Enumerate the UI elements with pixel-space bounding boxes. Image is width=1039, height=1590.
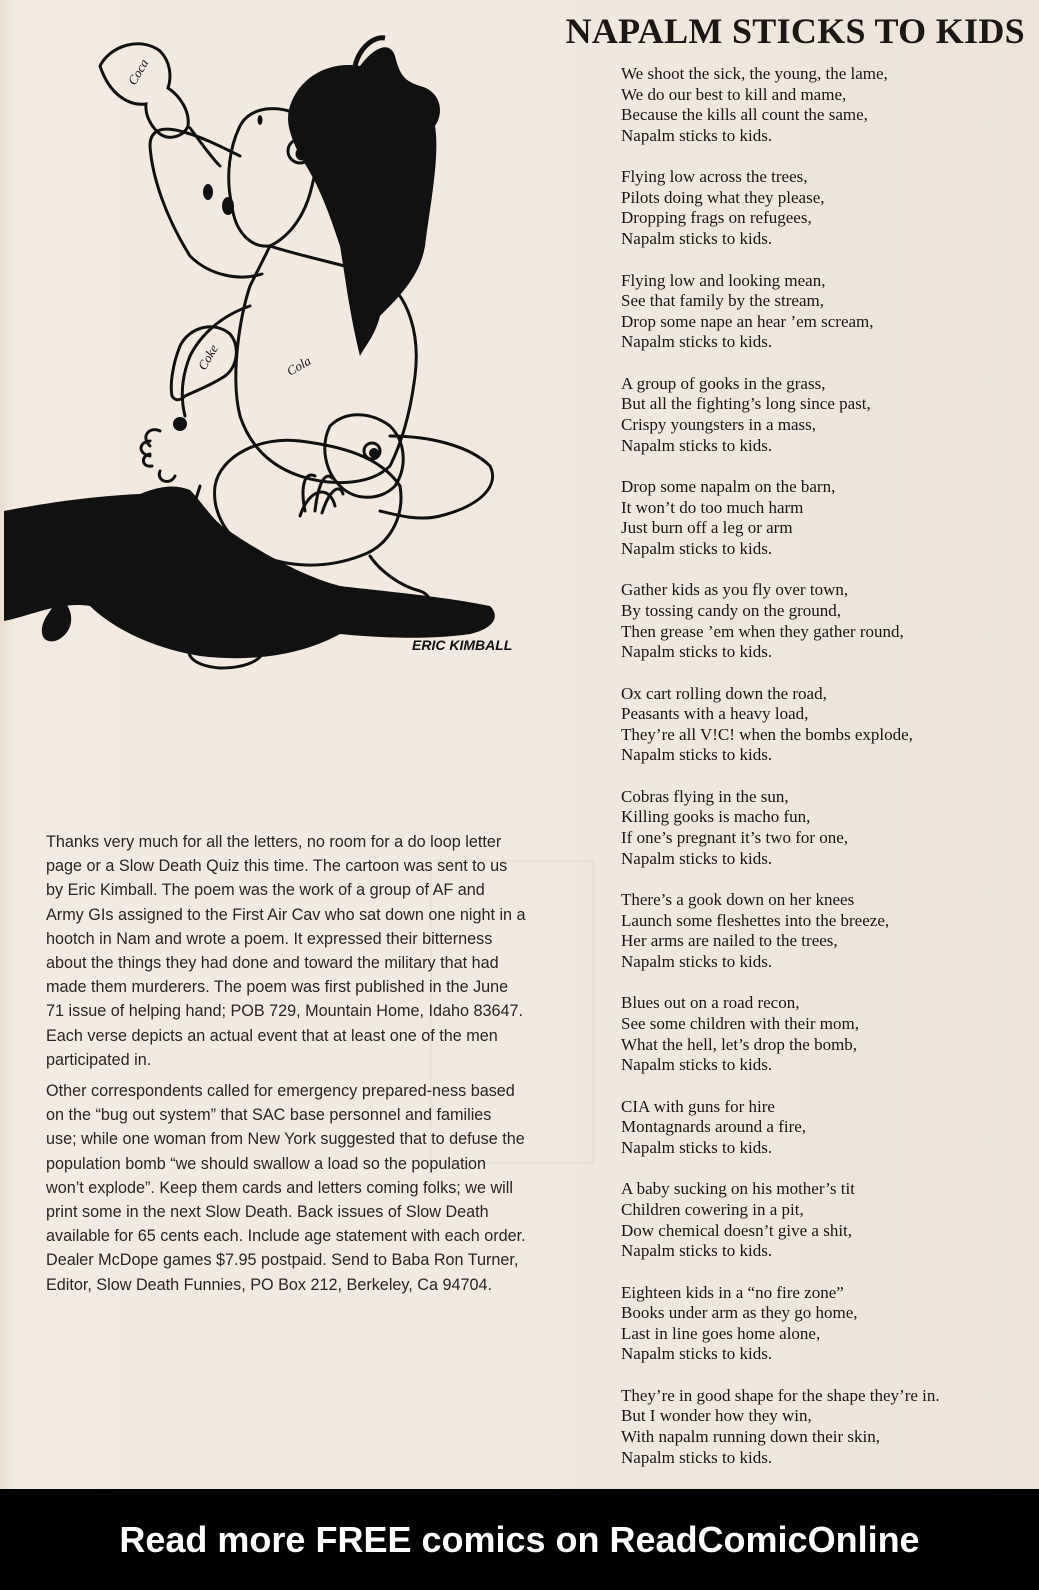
raised-bottle bbox=[100, 44, 188, 137]
poem-line: We do our best to kill and mame, bbox=[621, 84, 847, 104]
poem-line: Cobras flying in the sun, bbox=[621, 786, 789, 806]
bottle-label-coca: Coca bbox=[124, 56, 152, 88]
poem-line: Crispy youngsters in a mass, bbox=[621, 414, 817, 434]
poem-line: See some children with their mom, bbox=[621, 1013, 859, 1033]
poem-line: Gather kids as you fly over town, bbox=[621, 580, 849, 600]
poem-line: Drop some napalm on the barn, bbox=[621, 477, 836, 497]
poem-line: Because the kills all count the same, bbox=[621, 105, 868, 125]
poem-line: Napalm sticks to kids. bbox=[621, 642, 773, 662]
poem-line: Launch some fleshettes into the breeze, bbox=[621, 910, 890, 930]
banner-text[interactable]: Read more FREE comics on ReadComicOnline bbox=[119, 1518, 920, 1560]
poem-line: Killing gooks is macho fun, bbox=[621, 807, 811, 827]
poem-line: Dow chemical doesn’t give a shit, bbox=[621, 1220, 853, 1240]
bottle-label-cola: Cola bbox=[284, 352, 314, 379]
bottle-label-coke-1: Coke bbox=[194, 341, 221, 373]
poem-line: Books under arm as they go home, bbox=[621, 1303, 858, 1323]
poem-line: Montagnards around a fire, bbox=[621, 1117, 807, 1137]
poem-line: Flying low across the trees, bbox=[621, 167, 808, 187]
napalm-puddle bbox=[4, 487, 495, 659]
poem-stanza bbox=[621, 890, 1031, 972]
poem-stanza bbox=[621, 787, 1031, 869]
bottle-neck-drip bbox=[190, 128, 220, 166]
poem-line: Just burn off a leg or arm bbox=[621, 518, 793, 538]
poem-line: A group of gooks in the grass, bbox=[621, 373, 826, 393]
poem-line: Napalm sticks to kids. bbox=[621, 1447, 773, 1467]
poem-stanza bbox=[621, 993, 1031, 1075]
bottle-label-coke-2: Coke bbox=[196, 551, 216, 578]
drip-drop-2 bbox=[222, 197, 234, 215]
poem-line: Napalm sticks to kids. bbox=[621, 1055, 773, 1075]
poem-stanza bbox=[621, 271, 1031, 353]
hanging-drop bbox=[173, 417, 187, 431]
poem-line: Napalm sticks to kids. bbox=[621, 745, 773, 765]
poem-body bbox=[621, 64, 1031, 1489]
poem-stanza bbox=[621, 374, 1031, 456]
poem-line: Napalm sticks to kids. bbox=[621, 951, 773, 971]
poem-stanza bbox=[621, 167, 1031, 249]
poem-line: Pilots doing what they please, bbox=[621, 187, 825, 207]
poem-line: They’re all V!C! when the bombs explode, bbox=[621, 724, 913, 744]
poem-line: Napalm sticks to kids. bbox=[621, 229, 773, 249]
poem-line: Eighteen kids in a “no fire zone” bbox=[621, 1282, 844, 1302]
poem-stanza bbox=[621, 580, 1031, 662]
adult-left-hand bbox=[141, 430, 175, 482]
poem-line: CIA with guns for hire bbox=[621, 1096, 775, 1116]
poem-line: With napalm running down their skin, bbox=[621, 1427, 881, 1447]
poem-line: Napalm sticks to kids. bbox=[621, 332, 773, 352]
poem-line: Napalm sticks to kids. bbox=[621, 1137, 773, 1157]
read-more-banner[interactable] bbox=[0, 1489, 1039, 1590]
drip-drop-3 bbox=[258, 115, 263, 125]
poem-line: Napalm sticks to kids. bbox=[621, 1344, 773, 1364]
poem-line: Blues out on a road recon, bbox=[621, 993, 800, 1013]
poem-line: A baby sucking on his mother’s tit bbox=[621, 1179, 855, 1199]
editorial-paragraph-2: Other correspondents called for emergency prepared-ness based on the “bug out system” that SAC base personnel and families use; while one woman from New York suggested that to defuse the population bomb “we should swallow a load so the population won’t explode”. Keep them cards and letters coming folks; we will print some in the next Slow Death. Back issues of Slow Death available for 65 cents each. Include age statement with each order. Dealer McDope games $7.95 postpaid. Send to Baba Ron Turner, Editor, Slow Death Funnies, PO Box 212, Berkeley, Ca 94704. bbox=[46, 1082, 526, 1294]
poem-line: If one’s pregnant it’s two for one, bbox=[621, 828, 849, 848]
poem-stanza bbox=[621, 64, 1031, 146]
poem-line: Napalm sticks to kids. bbox=[621, 1241, 773, 1261]
poem-title: NAPALM STICKS TO KIDS bbox=[565, 11, 1025, 51]
poem-line: Her arms are nailed to the trees, bbox=[621, 931, 838, 951]
poem-line: See that family by the stream, bbox=[621, 291, 824, 311]
poem-line: Napalm sticks to kids. bbox=[621, 538, 773, 558]
poem-line: Children cowering in a pit, bbox=[621, 1199, 804, 1219]
poem-stanza bbox=[621, 1386, 1031, 1468]
poem-line: Peasants with a heavy load, bbox=[621, 704, 809, 724]
editorial-note bbox=[46, 830, 526, 1304]
editorial-paragraph-1: Thanks very much for all the letters, no room for a do loop letter page or a Slow Death Quiz this time. The cartoon was sent to us by Eric Kimball. The poem was the work of a group of AF and Army GIs assigned to the First Air Cav who sat down one night in a hootch in Nam and wrote a poem. It expressed their bitterness about the things they had done and toward the military that had made them murderers. The poem was first published in the June 71 issue of helping hand; POB 729, Mountain Home, Idaho 83647. Each verse depicts an actual event that at least one of the men participated in. bbox=[46, 833, 526, 1069]
poem-line: Then grease ’em when they gather round, bbox=[621, 621, 904, 641]
poem-stanza bbox=[621, 684, 1031, 766]
poem-line: But all the fighting’s long since past, bbox=[621, 394, 871, 414]
poem-line: What the hell, let’s drop the bomb, bbox=[621, 1034, 858, 1054]
poem-stanza bbox=[621, 1097, 1031, 1159]
poem-line: They’re in good shape for the shape they’re in. bbox=[621, 1385, 940, 1405]
poem-line: There’s a gook down on her knees bbox=[621, 890, 855, 910]
poem-line: Napalm sticks to kids. bbox=[621, 125, 773, 145]
poem-line: Dropping frags on refugees, bbox=[621, 208, 812, 228]
poem-stanza bbox=[621, 1283, 1031, 1365]
poem-line: It won’t do too much harm bbox=[621, 497, 804, 517]
poem-line: We shoot the sick, the young, the lame, bbox=[621, 64, 888, 83]
poem-stanza bbox=[621, 477, 1031, 559]
poem-line: Flying low and looking mean, bbox=[621, 270, 826, 290]
poem-line: Napalm sticks to kids. bbox=[621, 848, 773, 868]
poem-line: Ox cart rolling down the road, bbox=[621, 683, 827, 703]
cartoon-illustration bbox=[0, 16, 560, 676]
poem-line: Drop some nape an hear ’em scream, bbox=[621, 311, 874, 331]
figure-hair bbox=[288, 47, 440, 356]
poem-line: But I wonder how they win, bbox=[621, 1406, 812, 1426]
artist-signature: ERIC KIMBALL bbox=[412, 637, 513, 653]
poem-line: By tossing candy on the ground, bbox=[621, 600, 842, 620]
poem-stanza bbox=[621, 1179, 1031, 1261]
poem-line: Last in line goes home alone, bbox=[621, 1323, 821, 1343]
drip-drop-1 bbox=[203, 184, 213, 200]
poem-line: Napalm sticks to kids. bbox=[621, 435, 773, 455]
